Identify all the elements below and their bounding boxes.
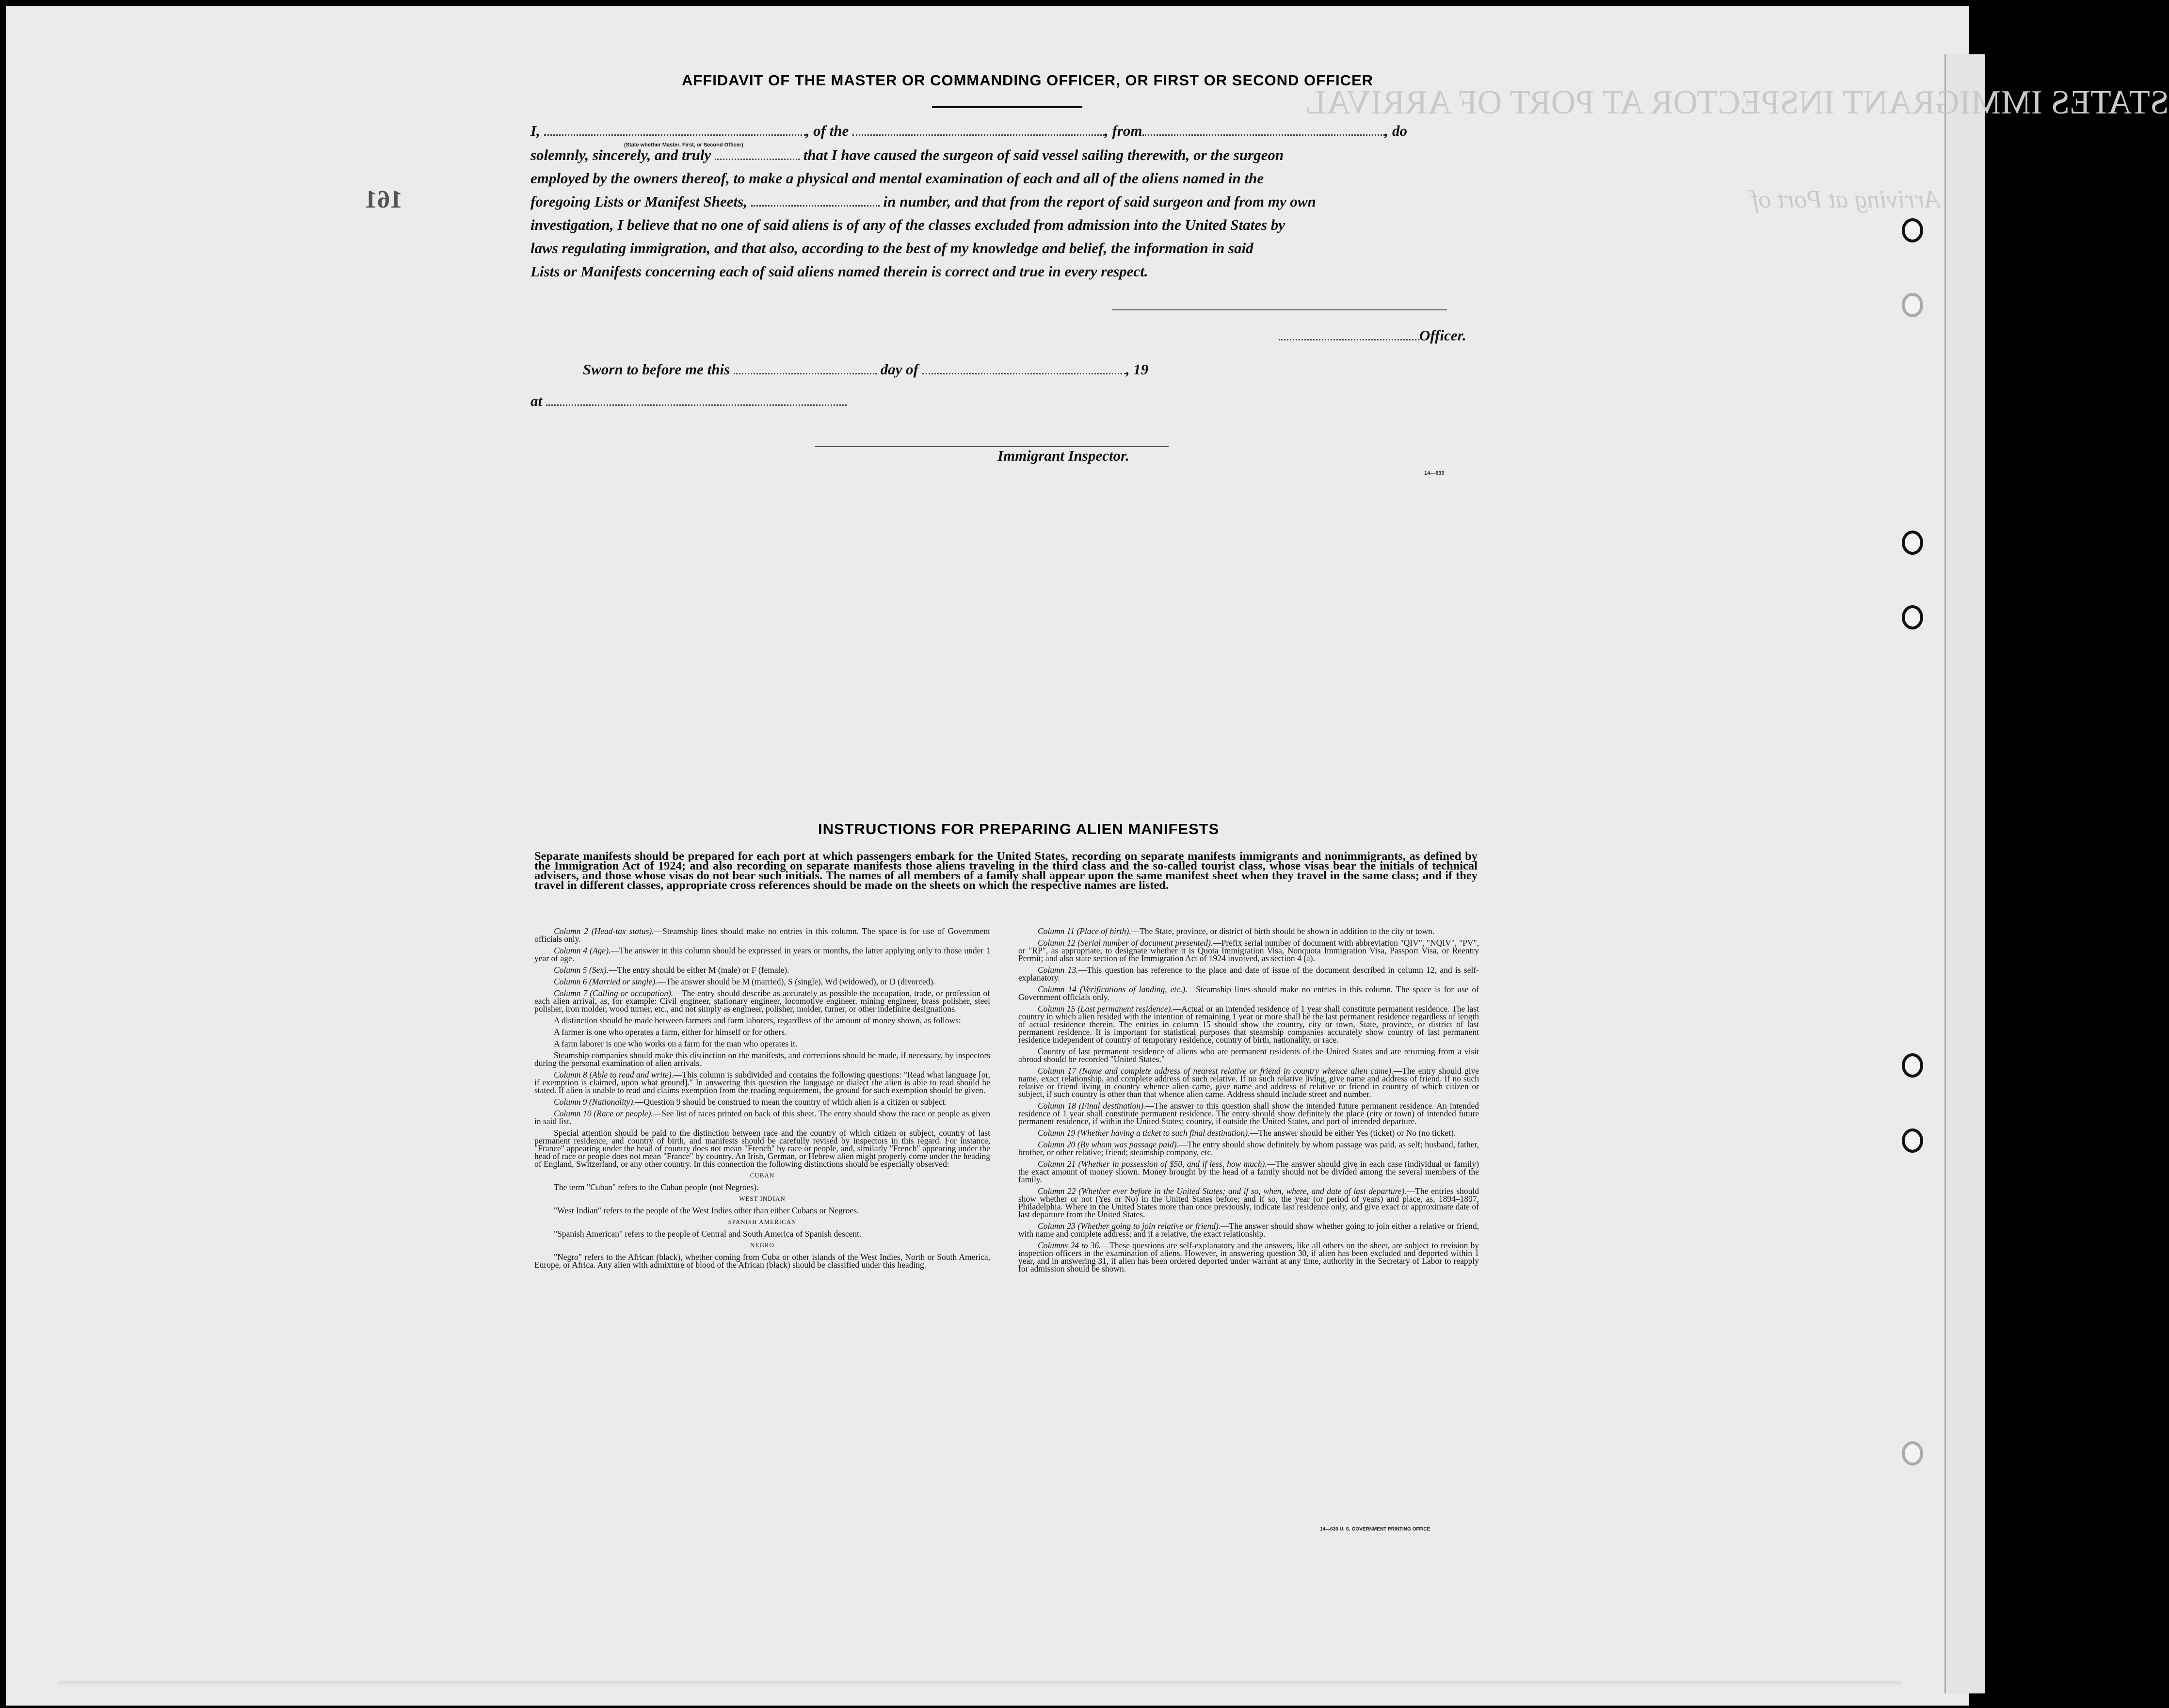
binder-hole	[1902, 1441, 1923, 1466]
instruction-text: "Spanish American" refers to the people of Central and South America of Spanish descent.	[554, 1229, 862, 1239]
affidavit-line-7: Lists or Manifests concerning each of said aliens named therein is correct and true in every respect.	[530, 263, 1148, 280]
instruction-paragraph	[1018, 1241, 1479, 1273]
form-number: 14—630	[1424, 470, 1445, 476]
text-surgeon: that I have caused the surgeon of said vessel sailing therewith, or the surgeon	[803, 146, 1284, 163]
sworn-row	[583, 361, 1148, 378]
instruction-paragraph	[534, 978, 990, 985]
instruction-paragraph	[1018, 1160, 1479, 1183]
instruction-paragraph	[534, 1207, 990, 1214]
instruction-paragraph	[534, 1110, 990, 1125]
instructions-right-column	[1018, 927, 1479, 1276]
instruction-heading: Column 17 (Name and complete address of nearest relative or friend in country whence alien came).	[1038, 1066, 1394, 1076]
instruction-heading: Column 21 (Whether in possession of $50, and if less, how much).	[1038, 1159, 1267, 1169]
instruction-text: —The answer should show whether going to join either a relative or friend, with name and complete address; and if a relative, the exact relationship.	[1018, 1221, 1479, 1239]
number-of-sheets-field[interactable]	[751, 194, 880, 207]
rank-note: (State whether Master, First, or Second Officer)	[624, 142, 743, 148]
instruction-paragraph	[534, 989, 990, 1013]
binder-hole	[1902, 1128, 1923, 1153]
instruction-heading: Column 19 (Whether having a ticket to such final destination).	[1038, 1128, 1250, 1138]
instruction-text: —The answer should be either Yes (ticket) or No (no ticket).	[1250, 1128, 1456, 1138]
binder-hole	[1902, 531, 1923, 555]
page-edge	[1944, 54, 1985, 1693]
vessel-name-field[interactable]	[852, 124, 1105, 136]
officer-signature-row	[1279, 327, 1466, 344]
instruction-paragraph	[1018, 985, 1479, 1001]
instruction-heading: Column 22 (Whether ever before in the United States; and if so, when, where, and date of last departure).	[1038, 1186, 1407, 1196]
instruction-paragraph	[534, 1183, 990, 1191]
instruction-text: —The entry should describe as accurately as possible the occupation, trade, or profession of each alien arrival, as, for example: Civil engineer, stationary engineer, locomotive engineer, mining engineer, brass polisher, steel polisher, iron molder, wood turner, etc., and not simply as engineer, polisher, molder, turner, or other indefinite designations.	[534, 988, 990, 1014]
section-heading: SPANISH AMERICAN	[728, 1218, 797, 1225]
text-foregoing: foregoing Lists or Manifest Sheets,	[530, 193, 747, 210]
instruction-heading: Column 14 (Verifications of landing, etc.).	[1038, 984, 1188, 994]
instruction-text: A farmer is one who operates a farm, either for himself or for others.	[554, 1027, 787, 1037]
instruction-text: —Steamship lines should make no entries in this column. The space is for use of Government officials only.	[534, 926, 990, 944]
instruction-text: —These questions are self-explanatory and the answers, like all others on the sheet, are subject to revision by inspection officers in the examination of aliens. However, in answering question 30, if alien has been excluded and deported within 1 year, and in answering 31, if alien has been ordered deported under warrant at any time, authority in the Secretary of Labor to reapply for admission should be shown.	[1018, 1241, 1479, 1273]
instruction-paragraph	[1018, 1222, 1479, 1238]
instruction-paragraph	[534, 966, 990, 974]
instruction-paragraph	[534, 1071, 990, 1094]
title-rule	[932, 106, 1082, 108]
instruction-text: —Prefix serial number of document with abbreviation "QIV", "NQIV", "PV", or "RP", as appropriate, to designate whether it is Quota Immigration Visa, Nonquota Immigration Visa, Passport Visa, or Reentry Permit; and also state section of the Immigration Act of 1924 involved, as section 4 (a).	[1018, 938, 1479, 963]
instruction-paragraph	[1018, 1187, 1479, 1218]
text-do: , do	[1384, 122, 1408, 139]
instruction-text: —The entry should give name, exact relationship, and complete address of such relative. If no such relative living, give name and address of friend. If no such relative or friend living in country whence alien came, give name and address of relative or friend in country of which citizen or subject, if such country is other than that whence alien came. Address should include street and number.	[1018, 1066, 1479, 1099]
text-solemnly: solemnly, sincerely, and truly	[530, 146, 711, 163]
sworn-month-field[interactable]	[922, 362, 1126, 374]
instruction-heading: Column 4 (Age).	[554, 946, 611, 955]
instructions-left-column	[534, 927, 990, 1273]
instruction-heading: Column 9 (Nationality).	[554, 1097, 635, 1107]
section-heading: NEGRO	[750, 1241, 774, 1249]
instruction-text: —The answer to this question shall show the intended future permanent residence. An intended residence of 1 year shall constitute permanent residence. The entry should show definitely the place (city or town) of intended future permanent residence, if within the United States; country, if outside the United States, and port of intended departure.	[1018, 1101, 1479, 1126]
page-fold	[58, 1681, 1901, 1686]
instruction-heading: Column 15 (Last permanent residence).	[1038, 1004, 1173, 1014]
at-row	[530, 392, 847, 410]
instruction-text: Special attention should be paid to the distinction between race and the country of which citizen or subject, country of last permanent residence, and country of birth, and manifests should be carefully revised by inspectors in this regard. For instance, "France" appearing under the head of country does not mean "French" by race or people, and, similarly "French" appearing under the head of race or people does not mean "France" by country. An Irish, German, or Hebrew alien might properly come under the heading of England, Switzerland, or any other country. In this connection the following distinctions should be especially observed:	[534, 1128, 990, 1169]
instruction-paragraph	[534, 1016, 990, 1024]
officer-signature-field[interactable]	[1279, 328, 1419, 340]
instruction-paragraph	[534, 1040, 990, 1047]
binder-hole	[1902, 293, 1923, 317]
bleed-through-heading: STATES IMMIGRANT INSPECTOR AT PORT OF ARRIVAL	[1305, 84, 2169, 121]
instruction-paragraph	[534, 1098, 990, 1106]
instruction-paragraph	[534, 1028, 990, 1036]
instruction-paragraph	[534, 927, 990, 943]
binder-hole	[1902, 218, 1923, 242]
affidavit-line-1	[530, 122, 1407, 140]
instruction-paragraph	[1018, 1067, 1479, 1098]
instruction-text: —Steamship lines should make no entries in this column. The space is for use of Government officials only.	[1018, 984, 1479, 1002]
instruction-text: —This question has reference to the place and date of issue of the document described in column 12, and is self-explanatory.	[1018, 965, 1479, 983]
instruction-paragraph	[1018, 1141, 1479, 1156]
instruction-text: —The entry should be either M (male) or F (female).	[609, 965, 789, 975]
instruction-text: —The answer should be M (married), S (single), Wd (widowed), or D (divorced).	[657, 977, 935, 986]
instruction-heading: Column 6 (Married or single).	[554, 977, 658, 986]
text-in-number: in number, and that from the report of said surgeon and from my own	[883, 193, 1316, 210]
section-heading: WEST INDIAN	[739, 1195, 786, 1202]
instruction-text: —The State, province, or district of birth should be shown in addition to the city or town.	[1131, 926, 1435, 936]
instruction-paragraph	[1018, 1005, 1479, 1044]
binder-hole	[1902, 605, 1923, 629]
instruction-text: —Question 9 should be construed to mean the country of which alien is a citizen or subject.	[635, 1097, 947, 1107]
officer-label: Officer.	[1419, 327, 1466, 344]
officer-rank-field[interactable]	[544, 124, 806, 136]
instruction-heading: Column 10 (Race or people).	[554, 1109, 653, 1118]
affidavit-line-6: laws regulating immigration, and that also, according to the best of my knowledge and belief, the information in said	[530, 240, 1253, 257]
instruction-paragraph	[1018, 1047, 1479, 1063]
swear-or-affirm-field[interactable]	[715, 148, 800, 160]
instruction-paragraph	[534, 1129, 990, 1168]
text-i: I,	[530, 122, 540, 139]
day-of-label: day of	[880, 361, 918, 378]
instruction-heading: Column 7 (Calling or occupation).	[554, 988, 674, 998]
section-heading: CUBAN	[750, 1172, 775, 1179]
instruction-heading: Column 2 (Head-tax status).	[554, 926, 654, 936]
instruction-heading: Column 18 (Final destination).	[1038, 1101, 1146, 1111]
instruction-text: The term "Cuban" refers to the Cuban people (not Negroes).	[554, 1182, 759, 1192]
instruction-paragraph	[1018, 966, 1479, 982]
port-from-field[interactable]	[1142, 124, 1385, 136]
instruction-text: —The entry should show definitely by whom passage was paid, as self; husband, father, brother, or other relative; friend; steamship company, etc.	[1018, 1140, 1479, 1157]
instruction-text: "Negro" refers to the African (black), whether coming from Cuba or other islands of the West Indies, North or South America, Europe, or Africa. Any alien with admixture of blood of the African (black) should be classified under this heading.	[534, 1252, 990, 1270]
instruction-heading: Columns 24 to 36.	[1038, 1241, 1101, 1250]
instruction-heading: Column 12 (Serial number of document presented).	[1038, 938, 1213, 948]
instruction-text: Country of last permanent residence of aliens who are permanent residents of the United States and are returning from a visit abroad should be recorded "United States."	[1018, 1047, 1479, 1064]
instruction-text: —See list of races printed on back of this sheet. The entry should show the race or people as given in said list.	[534, 1109, 990, 1126]
instruction-text: —Actual or an intended residence of 1 year shall constitute permanent residence. The last country in which alien resided with the intention of remaining 1 year or more shall be the last permanent residence regardless of length of actual residence therein. The entries in column 15 should show the country, city or town, State, province, or district of last permanent residence. It is important for statistical purposes that steamship companies accurately show country of last permanent residence independent of country of temporary residence, country of birth, nationality, or race.	[1018, 1004, 1479, 1045]
instruction-heading: Column 5 (Sex).	[554, 965, 609, 975]
instruction-text: "West Indian" refers to the people of the West Indies other than either Cubans or Negroes.	[554, 1206, 859, 1215]
signature-line[interactable]	[1112, 309, 1447, 310]
text-of-the: , of the	[805, 122, 849, 139]
sworn-label: Sworn to before me this	[583, 361, 730, 378]
at-label: at	[530, 392, 543, 409]
instruction-heading: Column 13.	[1038, 965, 1078, 975]
printer-mark: 14—630 U. S. GOVERNMENT PRINTING OFFICE	[1320, 1527, 1430, 1532]
instruction-heading: Column 20 (By whom was passage paid).	[1038, 1140, 1179, 1149]
instruction-paragraph	[1018, 939, 1479, 962]
instructions-intro: Separate manifests should be prepared for each port at which passengers embark for the United States, recording on separate manifests immigrants and nonimmigrants, as defined by the Immigration Act of 1924; and also recording on separate manifests those aliens traveling in the third class and the so-called tourist class, whose visas bear the initials of technical advisers, and those whose visas do not bear such initials. The names of all members of a family shall appear upon the same manifest sheet when they travel in the same class; and if they travel in different classes, appropriate cross references should be made on the sheets on which the respective names are listed.	[534, 850, 1478, 892]
sworn-day-field[interactable]	[734, 362, 877, 374]
instruction-text: —The answer should give in each case (individual or family) the exact amount of money shown. Money brought by the head of a family should not be divided among the several members of the family.	[1018, 1159, 1479, 1184]
bleed-through-arriving: Arriving at Port of	[1751, 186, 1940, 213]
instruction-paragraph	[534, 1230, 990, 1238]
year-label: , 19	[1125, 361, 1149, 378]
inspector-label: Immigrant Inspector.	[997, 447, 1130, 464]
instruction-text: —This column is subdivided and contains the following questions: "Read what language [or, if exemption is claimed, upon what ground]." In answering this question the language or dialect the alien is able to read should be stated. If alien is unable to read and claims exemption from the reading requirement, the ground for such exemption should be given.	[534, 1070, 990, 1095]
instruction-paragraph	[1018, 1129, 1479, 1137]
instruction-heading: Column 23 (Whether going to join relative or friend).	[1038, 1221, 1221, 1231]
instruction-paragraph	[1018, 1102, 1479, 1125]
instruction-paragraph	[534, 947, 990, 962]
instruction-heading: Column 8 (Able to read and write).	[554, 1070, 674, 1080]
affidavit-line-5: investigation, I believe that no one of said aliens is of any of the classes excluded from admission into the United States by	[530, 216, 1285, 233]
instruction-text: —The answer in this column should be expressed in years or months, the latter applying only to those under 1 year of age.	[534, 946, 990, 963]
instruction-text: A distinction should be made between farmers and farm laborers, regardless of the amount of money shown, as follows:	[554, 1015, 961, 1025]
instruction-paragraph	[534, 1051, 990, 1067]
affidavit-line-2	[530, 146, 1284, 164]
instruction-paragraph	[1018, 927, 1479, 935]
sworn-place-field[interactable]	[546, 394, 847, 406]
instructions-title: INSTRUCTIONS FOR PREPARING ALIEN MANIFESTS	[818, 821, 1220, 838]
binder-hole	[1902, 1053, 1923, 1078]
affidavit-line-3: employed by the owners thereof, to make a physical and mental examination of each and all of the aliens named in the	[530, 170, 1264, 187]
instruction-paragraph	[534, 1253, 990, 1269]
instruction-text: Steamship companies should make this distinction on the manifests, and corrections should be made, if necessary, by inspectors during the personal examination of alien arrivals.	[534, 1050, 990, 1068]
text-from: , from	[1105, 122, 1142, 139]
bleed-mark: 161	[365, 186, 402, 213]
instruction-text: —The entries should show whether or not (Yes or No) in the United States before; and if so, the year (or period of years) and place, as, 1894–1897, Philadelphia. Where in the United States more than once previously, indicate last residence only, and give exact or approximate date of last departure from the United States.	[1018, 1186, 1479, 1219]
affidavit-line-4	[530, 193, 1316, 210]
instruction-text: A farm laborer is one who works on a farm for the man who operates it.	[554, 1039, 798, 1048]
manifest-sheet	[6, 6, 2169, 1706]
instruction-heading: Column 11 (Place of birth).	[1038, 926, 1131, 936]
affidavit-title: AFFIDAVIT OF THE MASTER OR COMMANDING OFFICER, OR FIRST OR SECOND OFFICER	[682, 72, 1374, 89]
